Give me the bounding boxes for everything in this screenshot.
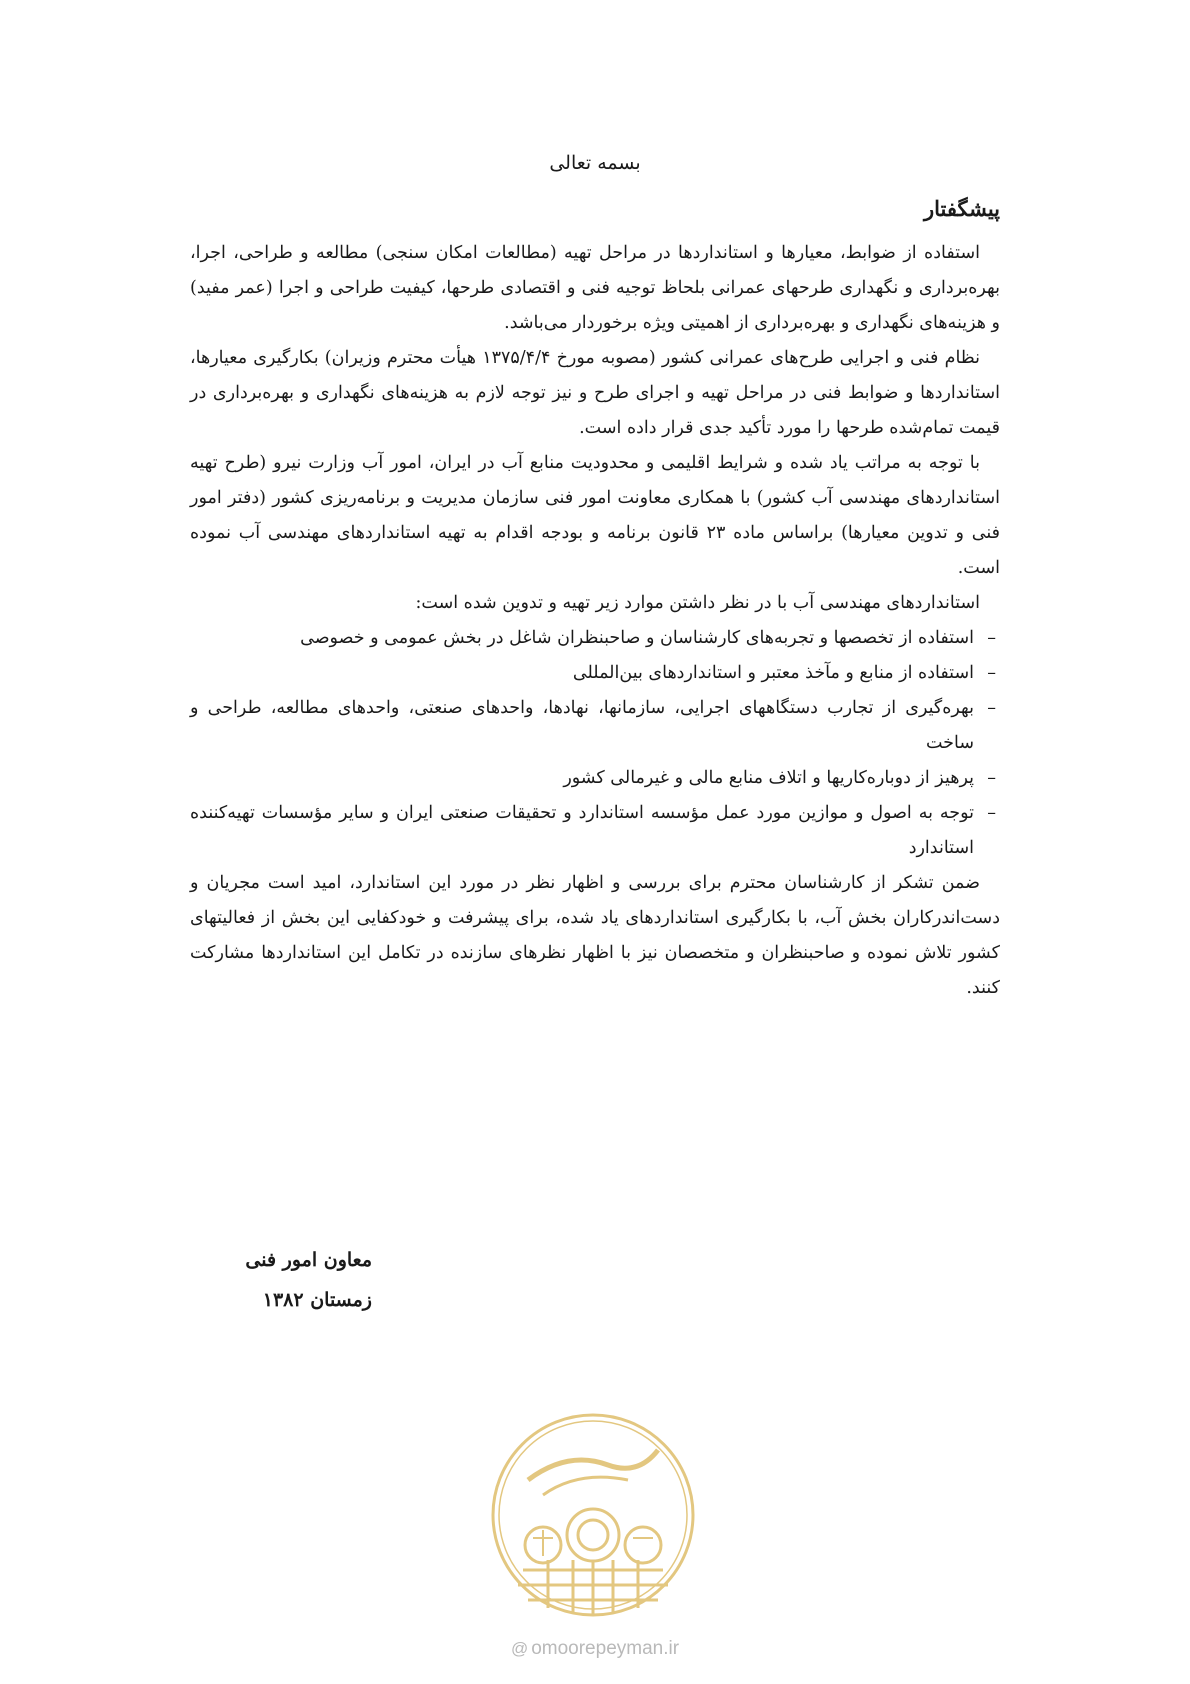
signature-title: معاون امور فنی (245, 1249, 372, 1271)
list-item (190, 761, 1000, 796)
dash-bullet-icon: – (987, 698, 996, 718)
criteria-list (190, 621, 1000, 866)
list-item (190, 796, 1000, 866)
list-item-text: بهره‌گیری از تجارب دستگاههای اجرایی، سازمانها، نهادها، واحدهای صنعتی، واحدهای مطالعه، طراحی و ساخت (190, 698, 974, 753)
watermark-site-text: omoorepeyman.ir (531, 1638, 680, 1659)
list-item (190, 691, 1000, 761)
document-body (190, 236, 1000, 1006)
list-item-text: استفاده از تخصصها و تجربه‌های کارشناسان و صاحبنظران شاغل در بخش عمومی و خصوصی (300, 628, 974, 648)
dash-bullet-icon: – (987, 628, 996, 648)
at-icon: @ (510, 1639, 529, 1658)
watermark-site (0, 1638, 1190, 1660)
list-item-text: پرهیز از دوباره‌کاریها و اتلاف منابع مالی و غیرمالی کشور (563, 768, 974, 788)
paragraph-3: با توجه به مراتب یاد شده و شرایط اقلیمی و محدودیت منابع آب در ایران، امور آب وزارت نیرو (طرح تهیه استانداردهای مهندسی آب کشور) با همکاری معاونت امور فنی سازمان مدیریت و برنامه‌ریزی کشور (دفتر امور فنی و تدوین معیارها) براساس ماده ۲۳ قانون برنامه و بودجه اقدام به تهیه استانداردهای مهندسی آب نموده است. (190, 453, 1000, 578)
signature-date: زمستان ۱۳۸۲ (262, 1289, 372, 1311)
list-intro: استانداردهای مهندسی آب با در نظر داشتن موارد زیر تهیه و تدوین شده است: (415, 593, 980, 613)
list-item-text: توجه به اصول و موازین مورد عمل مؤسسه استاندارد و تحقیقات صنعتی ایران و سایر مؤسسات تهیه‌کننده استاندارد (190, 803, 974, 858)
paragraph-1: استفاده از ضوابط، معیارها و استانداردها در مراحل تهیه (مطالعات امکان سنجی) مطالعه و طراحی، اجرا، بهره‌برداری و نگهداری طرحهای عمرانی بلحاظ توجیه فنی و اقتصادی طرحها، کیفیت طراحی و اجرا (عمر مفید) و هزینه‌های نگهداری و بهره‌برداری از اهمیتی ویژه برخوردار می‌باشد. (190, 243, 1000, 333)
basmala: بسمه تعالی (549, 152, 641, 174)
list-item (190, 621, 1000, 656)
closing-paragraph: ضمن تشکر از کارشناسان محترم برای بررسی و اظهار نظر در مورد این استاندارد، امید است مجریان و دست‌اندرکاران بخش آب، با بکارگیری استانداردهای یاد شده، برای پیشرفت و خودکفایی این بخش از فعالیتهای کشور تلاش نموده و صاحبنظران و متخصصان نیز با اظهار نظرهای سازنده در تکامل این استانداردها مشارکت کنند. (190, 873, 1000, 998)
paragraph-2: نظام فنی و اجرایی طرح‌های عمرانی کشور (مصوبه مورخ ۱۳۷۵/۴/۴ هیأت محترم وزیران) بکارگیری معیارها، استانداردها و ضوابط فنی در مراحل تهیه و اجرای طرح و نیز توجه لازم به هزینه‌های نگهداری و بهره‌برداری در قیمت تمام‌شده طرحها را مورد تأکید جدی قرار داده است. (190, 348, 1000, 438)
list-item (190, 656, 1000, 691)
dash-bullet-icon: – (987, 663, 996, 683)
watermark-logo-icon (488, 1410, 698, 1620)
dash-bullet-icon: – (987, 803, 996, 823)
list-item-text: استفاده از منابع و مآخذ معتبر و استانداردهای بین‌المللی (572, 663, 974, 683)
page-title: پیشگفتار (923, 196, 1000, 221)
signature-block (245, 1240, 372, 1320)
dash-bullet-icon: – (987, 768, 996, 788)
